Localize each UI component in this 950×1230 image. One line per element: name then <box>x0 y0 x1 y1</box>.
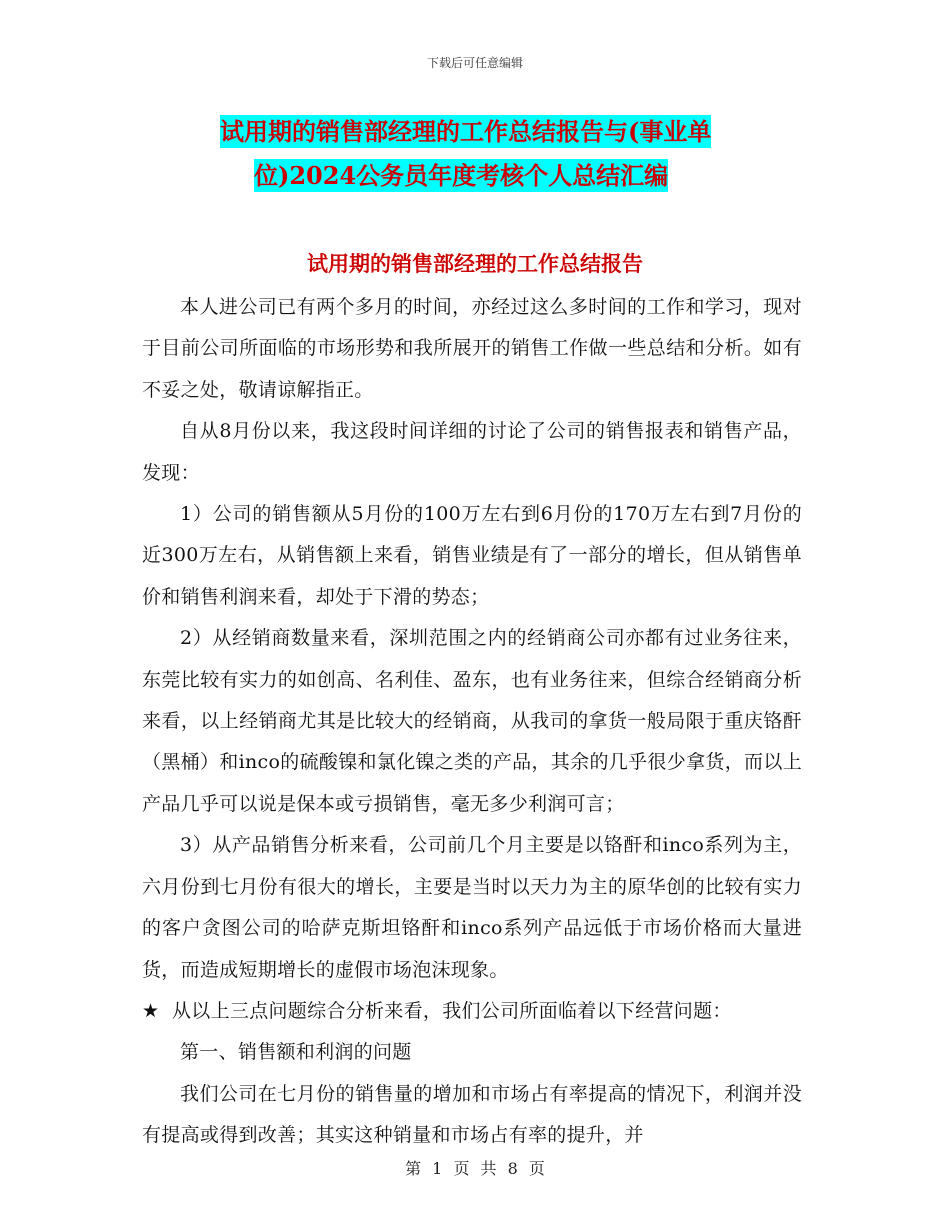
document-title <box>220 110 780 198</box>
section-heading-first: 第一、销售额和利润的问题 <box>180 1041 412 1064</box>
star-icon: ★ <box>142 999 160 1022</box>
paragraph-sales-profit: 我们公司在七月份的销售量的增加和市场占有率提高的情况下，利润并没有提高或得到改善；其实这种销量和市场占有率的提升，并 <box>142 1082 802 1147</box>
paragraph-point-2: 2）从经销商数量来看，深圳范围之内的经销商公司亦都有过业务往来，东莞比较有实力的如创高、名利佳、盈东，也有业务往来，但综合经销商分析来看，以上经销商尤其是比较大的经销商，从我司的拿货一般局限于重庆铬酐（黑桶）和inco的硫酸镍和氯化镍之类的产品，其余的几乎很少拿货，而以上产品几乎可以说是保本或亏损销售，毫无多少利润可言； <box>142 627 802 815</box>
document-body <box>142 287 802 1157</box>
page-number: 第 1 页 共 8 页 <box>405 1159 545 1178</box>
paragraph-since-august: 自从8月份以来，我这段时间详细的讨论了公司的销售报表和销售产品，发现： <box>142 420 802 484</box>
paragraph-intro: 本人进公司已有两个多月的时间，亦经过这么多时间的工作和学习，现对于目前公司所面临的市场形势和我所展开的销售工作做一些总结和分析。如有不妥之处，敬请谅解指正。 <box>142 296 802 401</box>
document-title-line2: 位)2024公务员年度考核个人总结汇编 <box>254 161 669 190</box>
paragraph-summary <box>142 991 802 1032</box>
section-title: 试用期的销售部经理的工作总结报告 <box>307 251 643 276</box>
paragraph-point-1: 1）公司的销售额从5月份的100万左右到6月份的170万左右到7月份的近300万左右，从销售额上来看，销售业绩是有了一部分的增长，但从销售单价和销售利润来看，却处于下滑的势态； <box>142 503 802 608</box>
page-header-note: 下载后可任意编辑 <box>426 56 523 70</box>
document-title-line1: 试用期的销售部经理的工作总结报告与(事业单 <box>220 117 712 146</box>
paragraph-point-3: 3）从产品销售分析来看，公司前几个月主要是以铬酐和inco系列为主，六月份到七月份有很大的增长，主要是当时以天力为主的原华创的比较有实力的客户贪图公司的哈萨克斯坦铬酐和inco系列产品远低于市场价格而大量进货，而造成短期增长的虚假市场泡沫现象。 <box>142 834 802 981</box>
summary-text: 从以上三点问题综合分析来看，我们公司所面临着以下经营问题： <box>172 999 732 1022</box>
